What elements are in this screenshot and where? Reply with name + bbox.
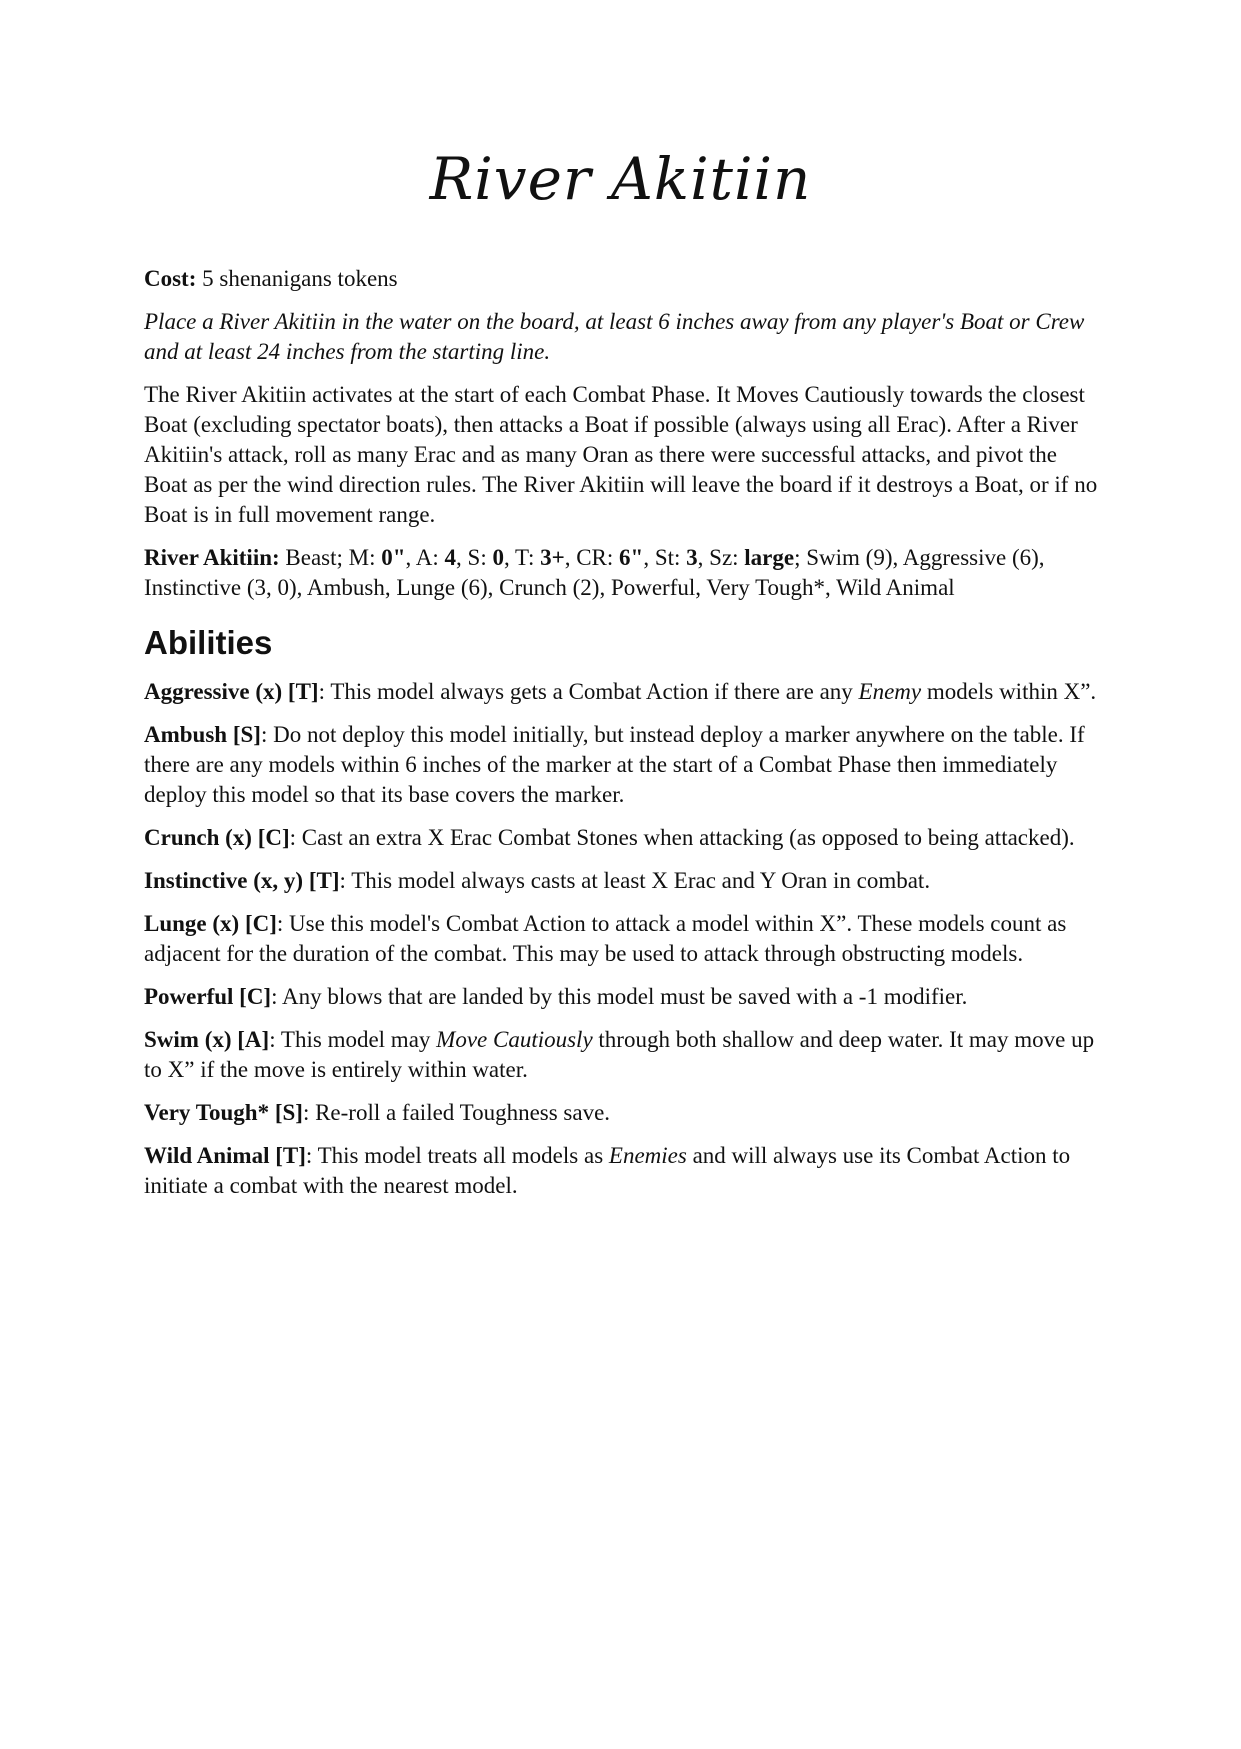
ability-text: : Cast an extra X Erac Combat Stones when attacking (as opposed to being attacked).	[289, 825, 1075, 850]
ability-name: Instinctive (x, y) [T]	[144, 868, 340, 893]
ability-text: : This model always casts at least X Erac and Y Oran in combat.	[339, 868, 931, 893]
ability-text: : Re-roll a failed Toughness save.	[302, 1100, 611, 1125]
ability-name: Wild Animal [T]	[144, 1143, 306, 1168]
ability-text: : Any blows that are landed by this model must be saved with a -1 modifier.	[271, 984, 968, 1009]
stat-s: 0	[492, 545, 504, 570]
ability-emphasis: Enemies	[608, 1143, 687, 1168]
ability-text: and will always use its Combat Action to initiate a combat with the nearest model.	[144, 1143, 1071, 1198]
stat-rest: ; Swim (9), Aggressive (6), Instinctive (3, 0), Ambush, Lunge (6), Crunch (2), Powerful, Very Tough*, Wild Animal	[144, 545, 1045, 600]
ability-name: Aggressive (x) [T]	[144, 679, 319, 704]
stat-a: 4	[444, 545, 457, 570]
stat-sz-label: , Sz:	[697, 545, 745, 570]
ability-text: : Do not deploy this model initially, but instead deploy a marker anywhere on the table. If there are any models within 6 inches of the marker at the start of a Combat Phase then immediately deploy this model so that its base covers the marker.	[144, 722, 1085, 807]
ability-very-tough	[144, 1098, 1104, 1128]
ability-text: : This model treats all models as	[305, 1143, 609, 1168]
ability-emphasis: Move Cautiously	[436, 1027, 593, 1052]
page-title: River Akitiin	[429, 145, 812, 213]
ability-text: models within X”.	[921, 679, 1097, 704]
stat-type: Beast; M:	[279, 545, 382, 570]
stat-sz: large	[744, 545, 795, 570]
stat-cr: 6"	[619, 545, 644, 570]
stat-a-label: , A:	[405, 545, 445, 570]
ability-text: : Use this model's Combat Action to attack a model within X”. These models count as adjacent for the duration of the combat. This may be used to attack through obstructing models.	[144, 911, 1067, 966]
ability-ambush	[144, 720, 1104, 810]
ability-text: through both shallow and deep water. It may move up to X” if the move is entirely within water.	[144, 1027, 1095, 1082]
cost-label: Cost:	[144, 266, 197, 291]
ability-name: Lunge (x) [C]	[144, 911, 277, 936]
stat-m: 0"	[381, 545, 406, 570]
ability-name: Powerful [C]	[144, 984, 272, 1009]
stat-st: 3	[686, 545, 698, 570]
ability-text: : This model may	[269, 1027, 437, 1052]
stat-line	[144, 543, 1104, 603]
ability-crunch	[144, 823, 1104, 853]
ability-name: Swim (x) [A]	[144, 1027, 270, 1052]
stat-cr-label: , CR:	[564, 545, 620, 570]
ability-swim	[144, 1025, 1104, 1085]
ability-wild-animal	[144, 1141, 1104, 1201]
ability-lunge	[144, 909, 1104, 969]
stat-t-label: , T:	[503, 545, 541, 570]
cost-line	[144, 264, 1104, 294]
ability-aggressive	[144, 677, 1104, 707]
stat-st-label: , St:	[643, 545, 687, 570]
document-body	[144, 264, 1104, 1214]
placement-text: Place a River Akitiin in the water on the board, at least 6 inches away from any player's Boat or Crew and at least 24 inches from the starting line.	[144, 309, 1085, 364]
ability-emphasis: Enemy	[858, 679, 922, 704]
abilities-heading: Abilities	[144, 624, 273, 661]
stat-s-label: , S:	[456, 545, 493, 570]
ability-name: Ambush [S]	[144, 722, 261, 747]
description-text: The River Akitiin activates at the start of each Combat Phase. It Moves Cautiously towards the closest Boat (excluding spectator boats), then attacks a Boat if possible (always using all Erac). After a River Akitiin's attack, roll as many Erac and as many Oran as there were successful attacks, and pivot the Boat as per the wind direction rules. The River Akitiin will leave the board if it destroys a Boat, or if no Boat is in full movement range.	[144, 382, 1098, 527]
stat-name: River Akitiin:	[144, 545, 280, 570]
ability-text: : This model always gets a Combat Action if there are any	[318, 679, 859, 704]
ability-instinctive	[144, 866, 1104, 896]
stat-t: 3+	[540, 545, 565, 570]
ability-powerful	[144, 982, 1104, 1012]
ability-name: Crunch (x) [C]	[144, 825, 290, 850]
cost-value: 5 shenanigans tokens	[196, 266, 398, 291]
ability-name: Very Tough* [S]	[144, 1100, 303, 1125]
